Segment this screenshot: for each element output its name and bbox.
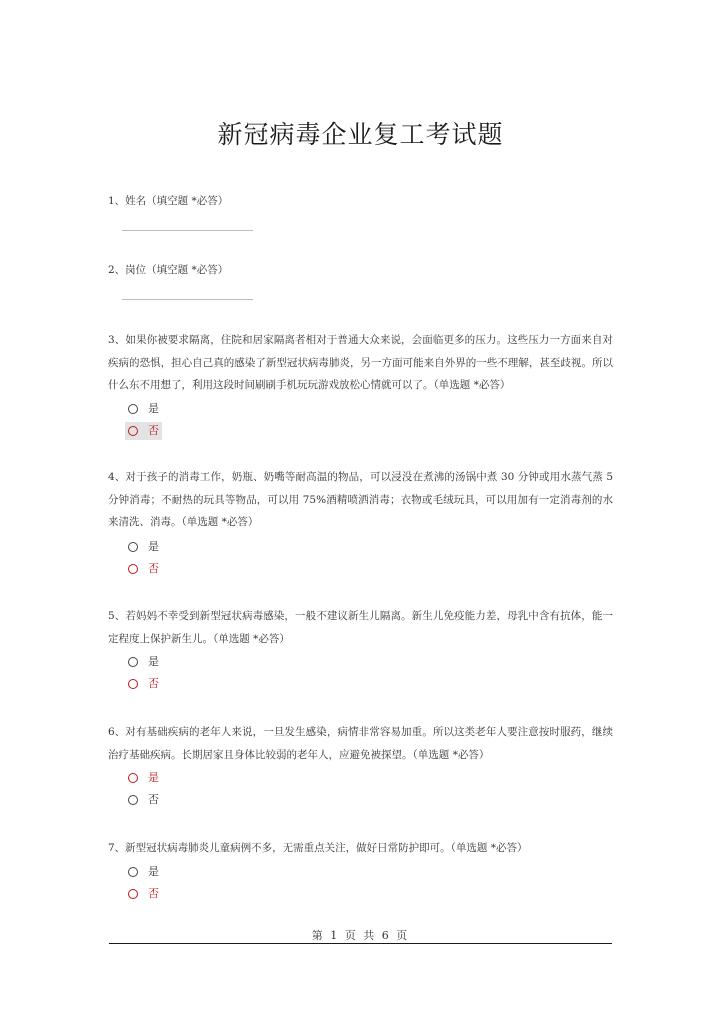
option-label: 否: [148, 793, 159, 806]
question-text: 3、如果你被要求隔离，住院和居家隔离者相对于普通大众来说，会面临更多的压力。这些压力一方面来自对疾病的恐惧，担心自己真的感染了新型冠状病毒肺炎，另一方面可能来自外界的一些不理解，甚至歧视。所以什么东不用想了，利用这段时间刷刷手机玩玩游戏放松心情就可以了。（单选题 *必答）: [108, 334, 613, 391]
radio-selected-icon: [128, 889, 138, 899]
radio-selected-icon: [128, 679, 138, 689]
option-no[interactable]: [128, 885, 162, 903]
radio-unselected-icon: [128, 542, 138, 552]
page-indicator: 第 1 页 共 6 页: [311, 929, 410, 942]
question-7: [108, 837, 613, 860]
question-4: [108, 466, 613, 534]
option-label: 是: [148, 655, 159, 668]
option-label: 是: [148, 771, 159, 784]
option-yes[interactable]: [128, 400, 162, 418]
question-text: 2、岗位（填空题 *必答）: [108, 264, 229, 276]
option-yes[interactable]: [128, 863, 162, 881]
question-2: [108, 259, 613, 282]
option-yes[interactable]: [128, 653, 162, 671]
radio-selected-icon: [128, 773, 138, 783]
question-1: [108, 190, 613, 213]
radio-unselected-icon: [128, 867, 138, 877]
question-text: 5、若妈妈不幸受到新型冠状病毒感染，一般不建议新生儿隔离。新生儿免疫能力差，母乳中含有抗体，能一定程度上保护新生儿。（单选题 *必答）: [108, 610, 613, 645]
option-label: 否: [148, 677, 159, 690]
option-label: 否: [148, 562, 159, 575]
question-5: [108, 605, 613, 650]
radio-unselected-icon: [128, 795, 138, 805]
option-no[interactable]: [128, 560, 162, 578]
radio-selected-icon: [128, 564, 138, 574]
option-yes[interactable]: [128, 538, 162, 556]
question-text: 7、新型冠状病毒肺炎儿童病例不多，无需重点关注，做好日常防护即可。（单选题 *必答）: [108, 842, 528, 854]
page-title: 新冠病毒企业复工考试题: [217, 120, 504, 149]
option-no[interactable]: [128, 791, 162, 809]
answer-blank-name[interactable]: [122, 230, 253, 231]
radio-unselected-icon: [128, 657, 138, 667]
option-label: 是: [148, 540, 159, 553]
question-3: [108, 329, 613, 397]
option-label: 否: [148, 887, 159, 900]
footer-divider: [109, 943, 612, 944]
option-label: 是: [148, 402, 159, 415]
question-text: 4、对于孩子的消毒工作，奶瓶、奶嘴等耐高温的物品，可以浸没在煮沸的汤锅中煮 30 分钟或用水蒸气蒸 5 分钟消毒；不耐热的玩具等物品，可以用 75%酒精喷洒消毒；衣物或毛绒玩具，可以用加有一定消毒剂的水来清洗、消毒。（单选题 *必答）: [108, 471, 613, 528]
radio-selected-icon: [128, 426, 138, 436]
question-text: 1、姓名（填空题 *必答）: [108, 195, 229, 207]
question-6: [108, 721, 613, 766]
option-yes[interactable]: [128, 769, 162, 787]
option-label: 是: [148, 865, 159, 878]
option-no[interactable]: [125, 422, 162, 440]
radio-unselected-icon: [128, 404, 138, 414]
question-text: 6、对有基础疾病的老年人来说，一旦发生感染，病情非常容易加重。所以这类老年人要注意按时服药，继续治疗基础疾病。长期居家且身体比较弱的老年人，应避免被探望。（单选题 *必答）: [108, 726, 613, 761]
answer-blank-position[interactable]: [122, 299, 253, 300]
option-label: 否: [148, 424, 159, 437]
option-no[interactable]: [128, 675, 162, 693]
